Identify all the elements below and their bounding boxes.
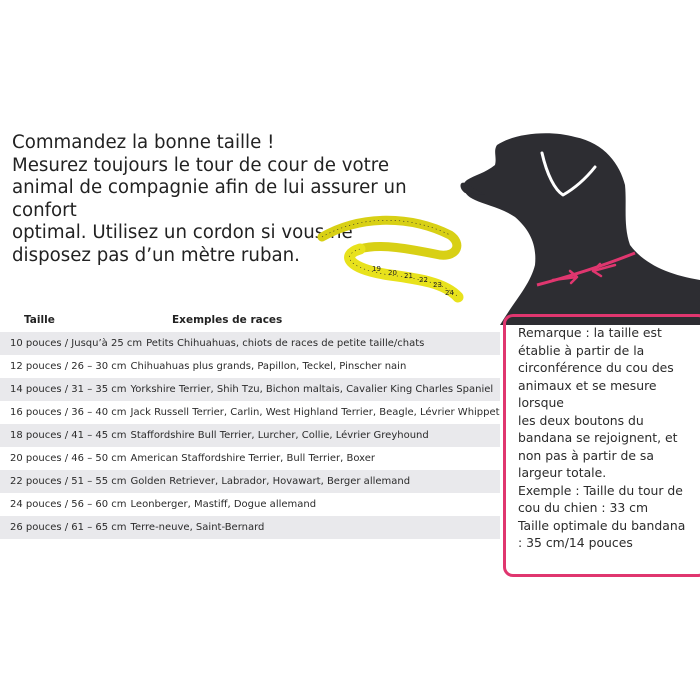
size-table (0, 310, 500, 539)
remark-line: non pas à partir de sa (518, 447, 654, 463)
measuring-tape-icon (300, 205, 470, 315)
tape-number: 21 (404, 272, 413, 280)
remark-line: Taille optimale du bandana (518, 517, 686, 533)
remark-line: lorsque (518, 395, 564, 410)
table-row (0, 355, 500, 378)
row-breeds: Yorkshire Terrier, Shih Tzu, Bichon maltais, Cavalier King Charles Spaniel (130, 384, 494, 395)
row-breeds: Terre-neuve, Saint-Bernard (130, 522, 265, 533)
remark-box (503, 314, 700, 577)
row-size: 16 pouces / 36 – 40 cm (10, 407, 127, 418)
intro-line: optimal. Utilisez un cordon si vous ne (12, 222, 353, 244)
header-size: Taille (24, 314, 55, 326)
row-size: 22 pouces / 51 – 55 cm (10, 476, 127, 487)
remark-line: : 35 cm/14 pouces (518, 535, 633, 550)
tape-number: 19 (372, 265, 381, 273)
table-row (0, 424, 500, 447)
intro-line: disposez pas d’un mètre ruban. (12, 244, 300, 266)
tape-number: 24 (445, 289, 454, 297)
table-row (0, 470, 500, 493)
table-header (0, 310, 500, 332)
intro-line: Mesurez toujours le tour de cour de votre (12, 154, 390, 176)
row-size: 26 pouces / 61 – 65 cm (10, 522, 127, 533)
row-size: 10 pouces / Jusqu’à 25 cm (10, 338, 143, 349)
dog-silhouette-icon (455, 125, 700, 325)
row-size: 14 pouces / 31 – 35 cm (10, 384, 127, 395)
row-size: 18 pouces / 41 – 45 cm (10, 430, 127, 441)
table-row (0, 493, 500, 516)
table-row (0, 401, 500, 424)
row-breeds: Jack Russell Terrier, Carlin, West Highland Terrier, Beagle, Lévrier Whippet (130, 407, 500, 418)
table-row (0, 378, 500, 401)
remark-line: Exemple : Taille du tour de (518, 482, 683, 498)
remark-line: cou du chien : 33 cm (518, 500, 649, 515)
intro-line: Commandez la bonne taille ! (12, 132, 275, 153)
table-row (0, 516, 500, 539)
header-examples: Exemples de races (172, 314, 283, 326)
row-breeds: Golden Retriever, Labrador, Hovawart, Berger allemand (130, 476, 411, 487)
row-breeds: Leonberger, Mastiff, Dogue allemand (130, 499, 317, 510)
row-size: 24 pouces / 56 – 60 cm (10, 499, 127, 510)
row-breeds: Petits Chihuahuas, chiots de races de petite taille/chats (146, 338, 425, 349)
row-breeds: Staffordshire Bull Terrier, Lurcher, Collie, Lévrier Greyhound (130, 430, 429, 441)
intro-line: animal de compagnie afin de lui assurer un (12, 177, 407, 199)
remark-line: Remarque : la taille est (518, 325, 662, 340)
tape-number: 23 (433, 281, 442, 289)
remark-line: largeur totale. (518, 465, 607, 480)
remark-line: bandana se rejoignent, et (518, 430, 678, 445)
tape-number: 20 (388, 269, 397, 277)
table-row (0, 332, 500, 355)
row-size: 12 pouces / 26 – 30 cm (10, 361, 127, 372)
table-row (0, 447, 500, 470)
row-breeds: American Staffordshire Terrier, Bull Terrier, Boxer (130, 453, 376, 464)
row-size: 20 pouces / 46 – 50 cm (10, 453, 127, 464)
remark-line: les deux boutons du (518, 412, 644, 428)
remark-line: circonférence du cou des (518, 360, 674, 375)
remark-line: établie à partir de la (518, 342, 645, 358)
tape-number: 22 (419, 276, 428, 284)
intro-line: confort (12, 199, 77, 221)
remark-line: animaux et se mesure (518, 377, 657, 393)
row-breeds: Chihuahuas plus grands, Papillon, Teckel, Pinscher nain (130, 361, 407, 372)
